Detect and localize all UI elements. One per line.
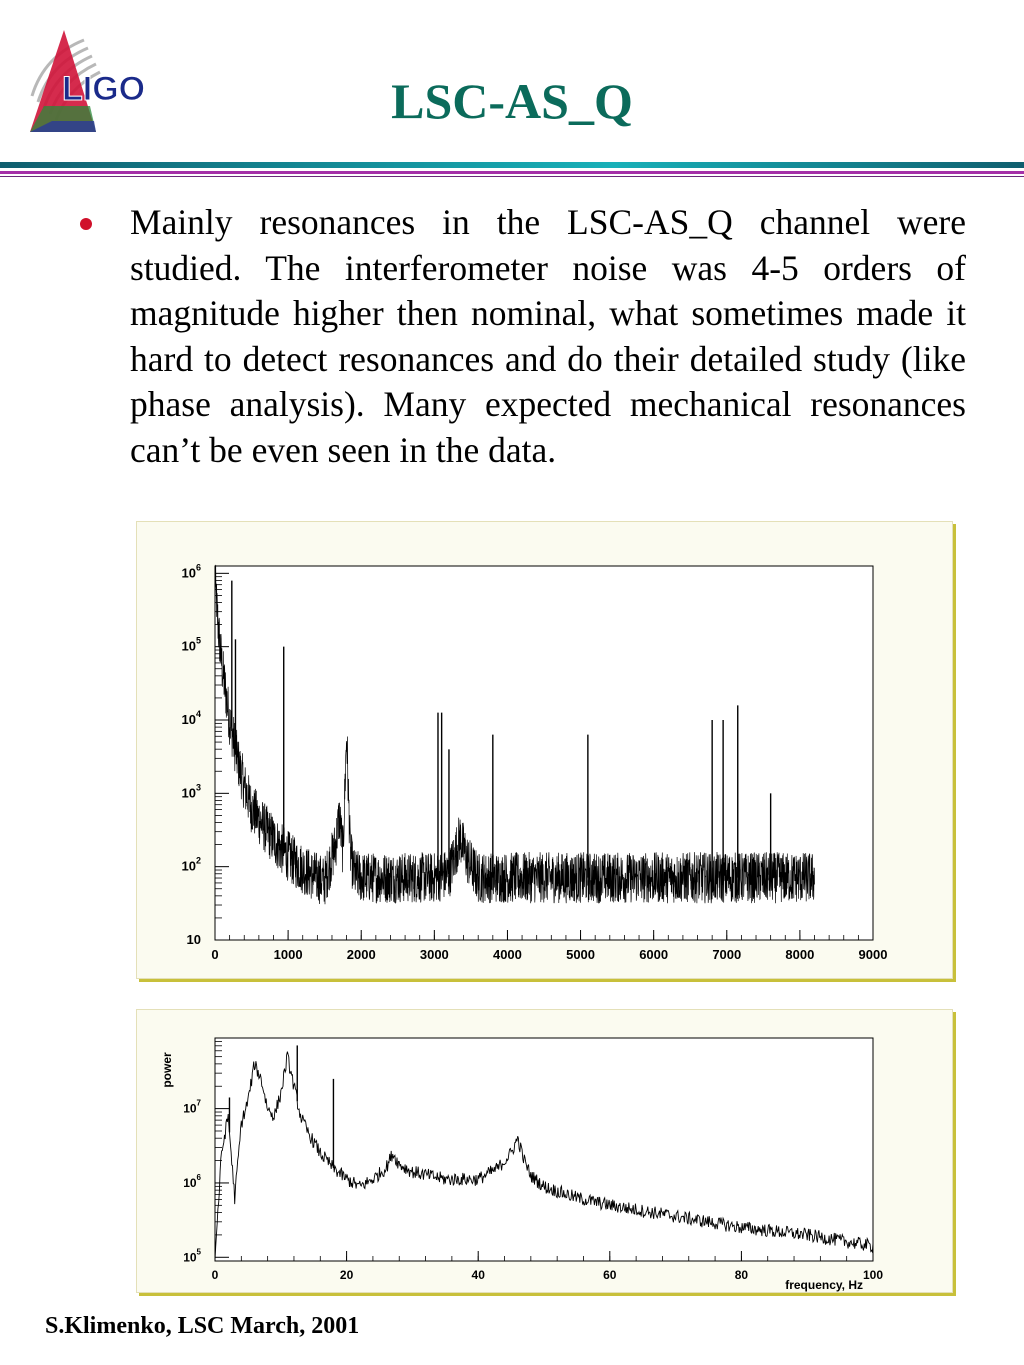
y-tick-exponent: 4 [195, 709, 201, 719]
y-tick-base: 10 [181, 712, 196, 727]
x-tick-label: 100 [862, 1268, 884, 1282]
y-tick-label [182, 562, 201, 580]
x-tick-label: 9000 [858, 947, 888, 962]
slide-title: LSC-AS_Q [391, 73, 633, 129]
bullet-text: Mainly resonances in the LSC-AS_Q channel were studied. The interferometer noise was 4-5 orders of magnitude higher then nominal, what sometimes made it hard to detect resonances and do their detailed study (like phase analysis). Many expected mechanical resonances can’t be even seen in the data. [130, 202, 966, 470]
y-tick-label [183, 1247, 201, 1264]
x-axis-label: frequency, Hz [785, 1278, 863, 1292]
title-rule-teal [0, 162, 1024, 168]
y-tick-base: 10 [183, 1250, 197, 1265]
y-tick-exponent: 7 [196, 1098, 201, 1108]
y-tick-base: 10 [181, 565, 196, 581]
x-tick-label: 60 [603, 1268, 617, 1282]
y-tick-base: 10 [181, 638, 196, 654]
spectrum-zoom-chart [137, 1010, 952, 1292]
y-tick-exponent: 5 [196, 1247, 201, 1257]
x-tick-label: 5000 [566, 947, 596, 962]
bullet-dot [80, 218, 92, 230]
plot-frame [215, 1038, 873, 1261]
y-tick-base: 10 [183, 1175, 197, 1190]
x-tick-label: 40 [471, 1268, 485, 1282]
ligo-logo-text: LIGO [62, 70, 146, 108]
y-tick-label [182, 709, 201, 727]
title-rule-purple [0, 171, 1024, 174]
y-tick-exponent: 5 [195, 635, 201, 646]
x-tick-label: 20 [339, 1268, 354, 1282]
spectrum-full-chart [137, 522, 952, 978]
y-tick-exponent: 6 [195, 562, 201, 573]
y-tick-base: 10 [186, 932, 201, 947]
y-tick-label [182, 782, 201, 800]
x-tick-label: 2000 [346, 947, 376, 962]
y-tick-exponent: 6 [196, 1172, 201, 1182]
y-tick-base: 10 [181, 858, 196, 874]
x-tick-label: 0 [211, 947, 219, 962]
footer-credit: S.Klimenko, LSC March, 2001 [45, 1313, 360, 1339]
x-tick-label: 1000 [273, 947, 303, 962]
y-tick-exponent: 2 [195, 855, 201, 866]
spectrum-full-panel [136, 521, 953, 979]
y-tick-label [182, 636, 201, 654]
y-tick-exponent: 3 [195, 782, 201, 793]
x-tick-label: 7000 [712, 947, 742, 962]
y-tick-label [183, 1173, 201, 1190]
spectrum-zoom-panel [136, 1009, 953, 1293]
y-tick-base: 10 [181, 785, 196, 801]
y-tick-label [187, 932, 201, 947]
x-tick-label: 8000 [785, 947, 815, 962]
y-tick-base: 10 [183, 1101, 197, 1116]
title-rule-thin [0, 176, 1024, 177]
x-tick-label: 0 [211, 1268, 219, 1282]
y-axis-label: power [160, 1052, 174, 1088]
x-tick-label: 4000 [492, 947, 522, 962]
x-tick-label: 80 [734, 1268, 749, 1282]
y-tick-label [182, 856, 201, 874]
x-tick-label: 3000 [419, 947, 449, 962]
x-tick-label: 6000 [639, 947, 669, 962]
y-tick-label [183, 1099, 201, 1116]
